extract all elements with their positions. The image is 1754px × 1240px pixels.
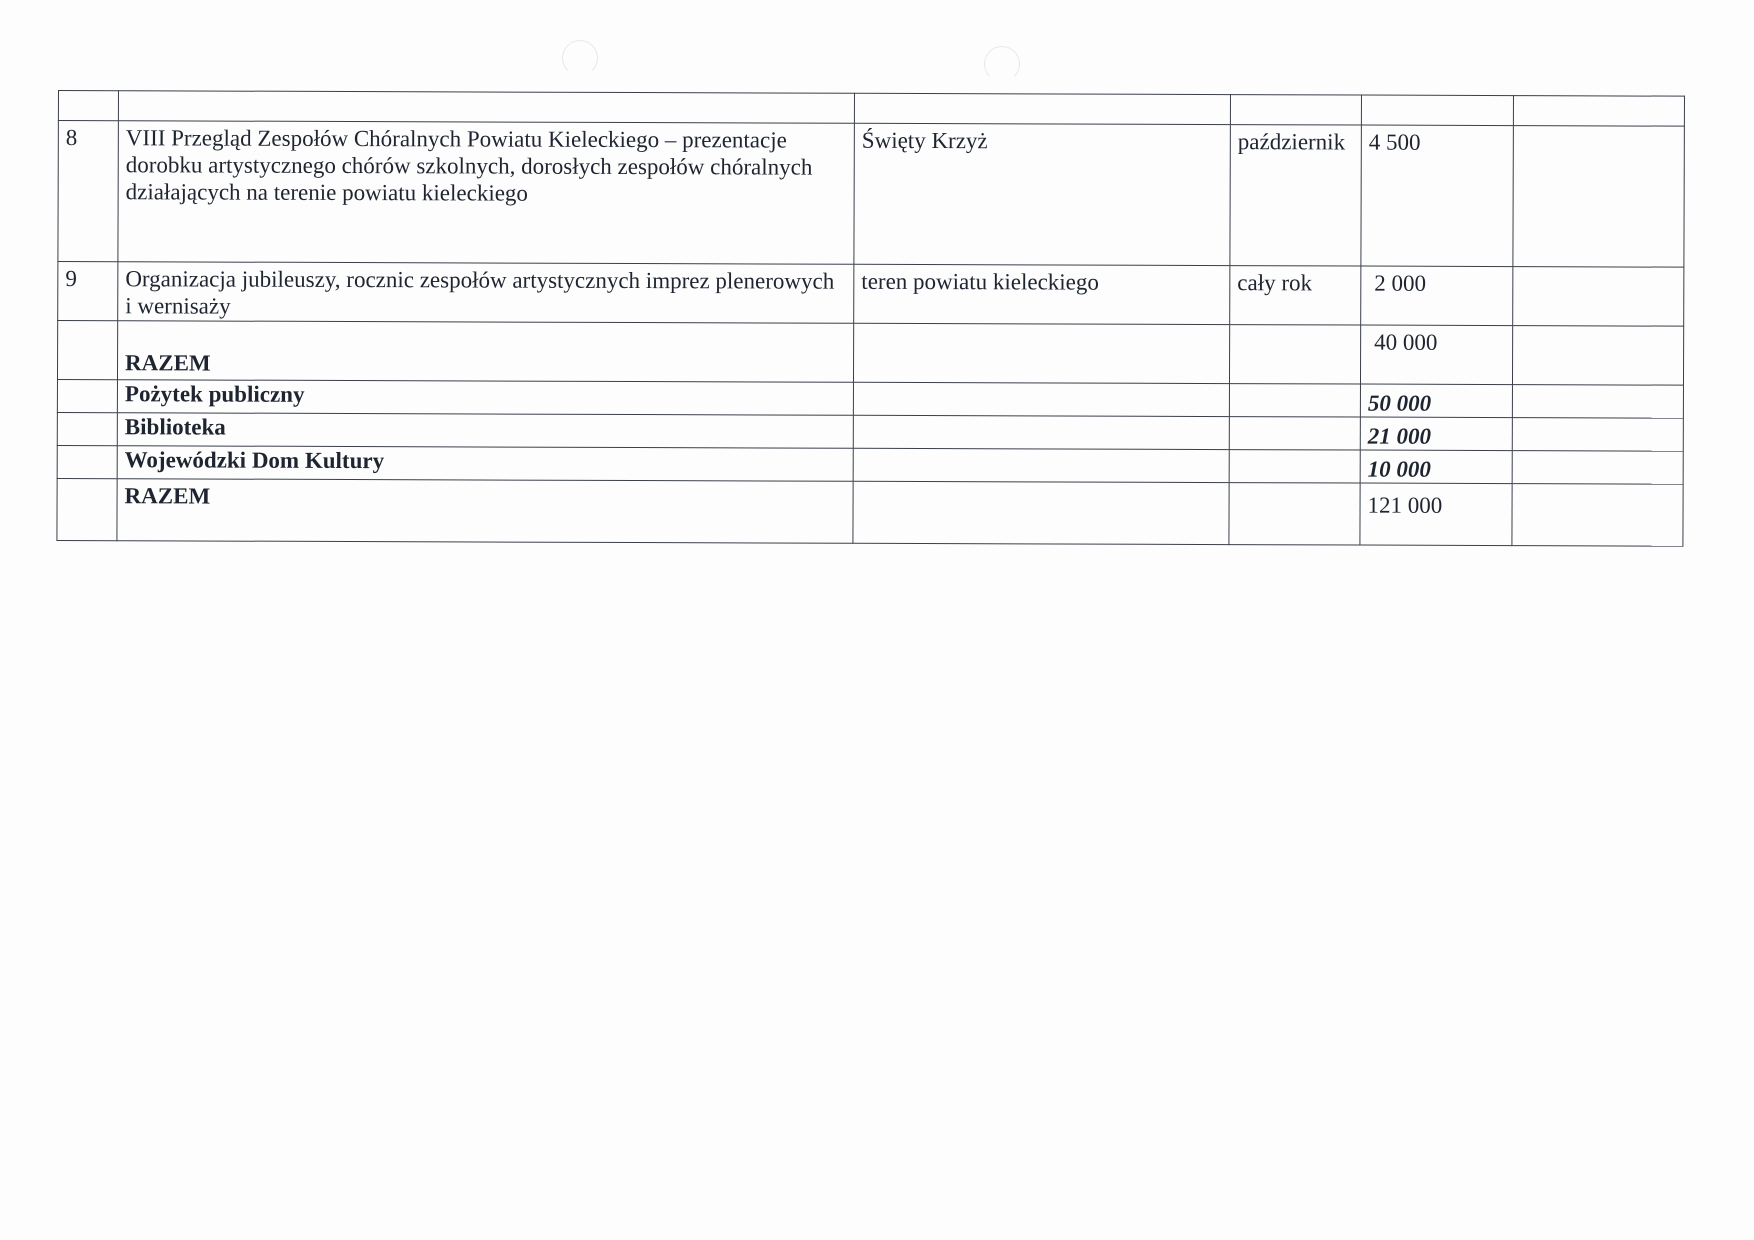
empty-cell — [1229, 450, 1360, 483]
empty-cell — [1229, 483, 1360, 545]
header-cell — [1513, 96, 1684, 127]
subtotal-label: RAZEM — [125, 350, 211, 376]
subtotal-amount-cell — [1360, 325, 1512, 385]
category-label: Biblioteka — [117, 413, 853, 449]
empty-cell — [853, 481, 1229, 544]
empty-cell — [1512, 451, 1683, 485]
punch-hole-mark — [984, 46, 1020, 82]
empty-cell — [1513, 267, 1684, 327]
category-amount: 10 000 — [1367, 456, 1431, 482]
empty-cell — [1512, 326, 1683, 386]
header-cell — [1230, 95, 1361, 125]
budget-table-container — [56, 90, 1684, 547]
task-description: Organizacja jubileuszy, rocznic zespołów artystycznych imprez plenerowych i wernisaży — [118, 262, 854, 324]
category-label: Wojewódzki Dom Kultury — [117, 446, 853, 482]
empty-cell — [1513, 126, 1684, 268]
empty-cell — [57, 321, 117, 380]
task-date: cały rok — [1230, 266, 1361, 325]
empty-cell — [57, 412, 117, 445]
category-amount-cell — [1360, 384, 1512, 418]
empty-cell — [1512, 418, 1683, 452]
empty-cell — [57, 379, 117, 412]
table-row — [58, 121, 1684, 268]
subtotal-amount: 40 000 — [1374, 329, 1438, 355]
task-amount: 4 500 — [1361, 125, 1513, 267]
table-row — [58, 262, 1684, 327]
empty-cell — [853, 448, 1229, 482]
budget-table — [56, 90, 1685, 547]
category-amount-cell — [1360, 417, 1512, 451]
empty-cell — [57, 478, 117, 540]
subtotal-row — [57, 321, 1683, 386]
category-label: Pożytek publiczny — [117, 380, 853, 416]
subtotal-label-cell — [117, 321, 853, 383]
empty-cell — [1229, 417, 1360, 450]
amount-value: 2 000 — [1374, 270, 1427, 296]
header-cell — [1361, 95, 1513, 126]
total-row — [57, 478, 1683, 546]
total-label: RAZEM — [117, 479, 853, 544]
row-number: 8 — [58, 121, 118, 262]
category-amount: 50 000 — [1367, 390, 1432, 416]
category-amount: 21 000 — [1367, 423, 1432, 449]
empty-cell — [57, 445, 117, 478]
empty-cell — [853, 415, 1229, 449]
task-amount — [1361, 266, 1513, 326]
total-amount: 121 000 — [1367, 492, 1443, 518]
header-cell — [118, 91, 854, 124]
empty-cell — [853, 382, 1229, 416]
category-amount-cell — [1360, 450, 1512, 484]
empty-cell — [1512, 484, 1683, 547]
empty-cell — [1229, 384, 1360, 417]
total-amount-cell — [1360, 483, 1512, 546]
header-cell — [58, 91, 118, 121]
row-number: 9 — [58, 262, 118, 321]
task-date: październik — [1230, 125, 1361, 266]
empty-cell — [1229, 325, 1360, 384]
empty-cell — [853, 323, 1229, 383]
task-place: Święty Krzyż — [854, 123, 1230, 265]
task-place: teren powiatu kieleckiego — [854, 264, 1230, 324]
task-description: VIII Przegląd Zespołów Chóralnych Powiatu Kieleckiego – prezentacje dorobku artystycznego chórów szkolnych, dorosłych zespołów chóralnych działających na terenie powiatu kieleckiego — [118, 121, 854, 265]
empty-cell — [1512, 385, 1683, 419]
punch-hole-mark — [562, 40, 598, 76]
header-cell — [854, 93, 1230, 124]
